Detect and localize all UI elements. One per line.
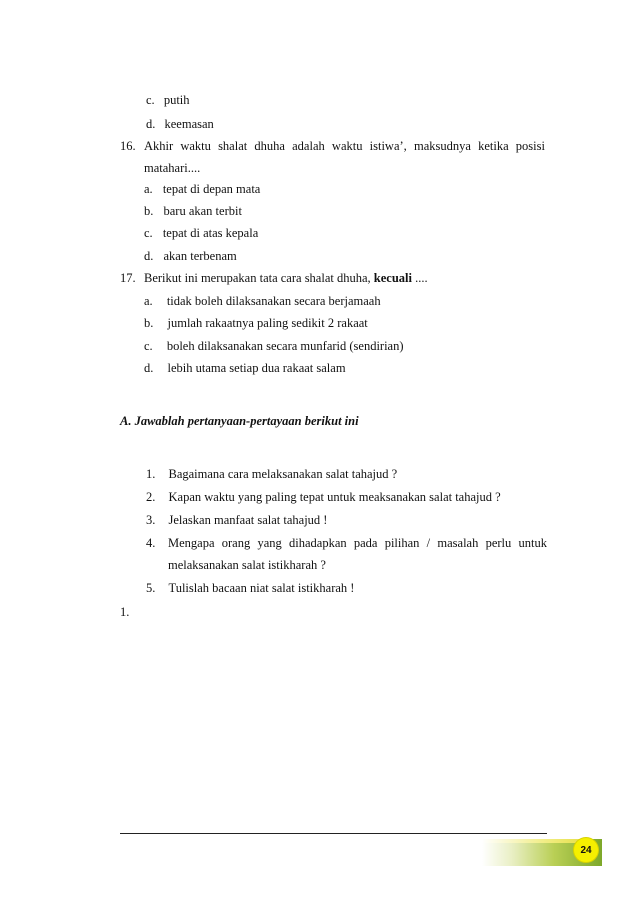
option-text: putih	[163, 93, 190, 107]
essay-item-2	[146, 489, 501, 505]
essay-item-text: Kapan waktu yang paling tepat untuk meaksanakan salat tahajud ?	[168, 490, 501, 504]
essay-item-4-number: 4.	[146, 536, 156, 550]
footer-decoration-stripe	[482, 839, 582, 843]
option-label: c.	[144, 339, 153, 353]
question-17-text	[144, 270, 428, 286]
question-17-text-after: ....	[411, 271, 428, 285]
question-17-option-b	[144, 315, 368, 331]
essay-item-4-text-line2: melaksanakan salat istikharah ?	[168, 558, 326, 572]
essay-item-number: 2.	[146, 490, 156, 504]
option-label: c.	[144, 226, 153, 240]
option-text: jumlah rakaatnya paling sedikit 2 rakaat	[167, 316, 368, 330]
question-17-option-d	[144, 360, 346, 376]
question-16-option-c	[144, 225, 258, 241]
essay-section-title: A. Jawablah pertanyaan-pertayaan berikut ini	[120, 414, 359, 428]
essay-item-number: 5.	[146, 581, 156, 595]
essay-item-number: 3.	[146, 513, 156, 527]
essay-item-text: Tulislah bacaan niat salat istikharah !	[168, 581, 355, 595]
question-17-number: 17.	[120, 271, 136, 285]
option-text: boleh dilaksanakan secara munfarid (sendirian)	[166, 339, 404, 353]
question-17-option-c	[144, 338, 404, 354]
essay-item-text: Jelaskan manfaat salat tahajud !	[168, 513, 328, 527]
option-label: d.	[144, 249, 154, 263]
question-17-text-before: Berikut ini merupakan tata cara shalat dhuha,	[144, 271, 374, 285]
option-text: keemasan	[164, 117, 214, 131]
option-label: d.	[146, 117, 156, 131]
page-number: 24	[580, 844, 592, 856]
option-label: b.	[144, 204, 154, 218]
option-label: a.	[144, 294, 153, 308]
option-text: lebih utama setiap dua rakaat salam	[167, 361, 346, 375]
option-text: tepat di atas kepala	[162, 226, 259, 240]
essay-item-5	[146, 580, 354, 596]
question-16-option-b	[144, 203, 242, 219]
question-16-number: 16.	[120, 139, 136, 153]
option-label: a.	[144, 182, 153, 196]
option-d-prev	[146, 116, 214, 132]
option-label: b.	[144, 316, 154, 330]
question-16-option-d	[144, 248, 237, 264]
option-text: baru akan terbit	[163, 204, 242, 218]
essay-item-number: 1.	[146, 467, 156, 481]
option-label: c.	[146, 93, 155, 107]
question-16-option-a	[144, 181, 260, 197]
question-16-text-line1: Akhir waktu shalat dhuha adalah waktu istiwa’, maksudnya ketika posisi	[144, 139, 545, 153]
option-label: d.	[144, 361, 154, 375]
option-text: tidak boleh dilaksanakan secara berjamaah	[166, 294, 381, 308]
essay-item-1	[146, 466, 397, 482]
footer-divider	[120, 833, 547, 834]
essay-item-3	[146, 512, 327, 528]
answer-start: 1.	[120, 605, 130, 619]
option-c-prev	[146, 92, 190, 108]
option-text: akan terbenam	[163, 249, 237, 263]
essay-item-text: Bagaimana cara melaksanakan salat tahajud ?	[168, 467, 398, 481]
question-17-keyword: kecuali	[373, 271, 412, 285]
page-number-badge	[574, 838, 598, 862]
essay-item-4-text-line1: Mengapa orang yang dihadapkan pada pilihan / masalah perlu untuk	[168, 536, 547, 550]
question-17-option-a	[144, 293, 381, 309]
question-16-text-line2: matahari....	[144, 161, 201, 175]
option-text: tepat di depan mata	[162, 182, 261, 196]
